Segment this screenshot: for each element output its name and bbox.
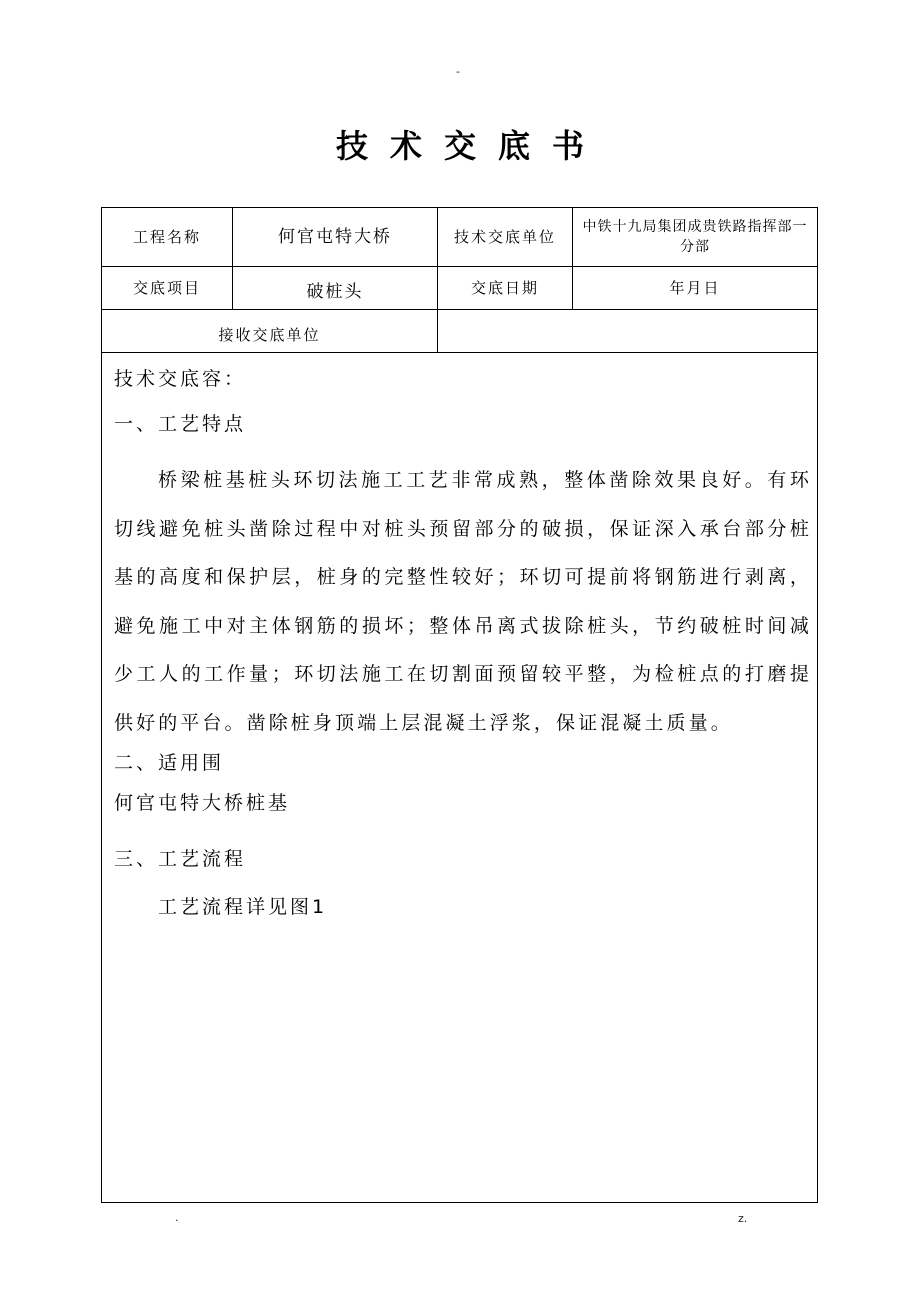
section-title: 二、适用围 (114, 752, 225, 774)
section-body: 工艺流程详见图1 (158, 896, 328, 918)
receiver-unit-label: 接收交底单位 (218, 326, 321, 344)
disclosure-date-label: 交底日期 (470, 279, 539, 297)
disclosure-item-label: 交底项目 (132, 279, 201, 297)
project-name-value: 何官屯特大桥 (278, 227, 392, 247)
document-title: 技术交底书 (335, 127, 606, 165)
footer-left-mark: . (175, 1211, 179, 1224)
section-title: 一、工艺特点 (114, 413, 247, 435)
receiver-unit-value (438, 310, 817, 352)
section-body: 何官屯特大桥桩基 (114, 792, 291, 814)
disclosure-unit-value: 中铁十九局集团成贵铁路指挥部一分部 (582, 219, 808, 255)
header-mark: - (456, 65, 460, 78)
content-heading: 技术交底容： (114, 368, 247, 390)
footer-right-mark: z. (738, 1212, 748, 1225)
section-title: 三、工艺流程 (114, 848, 247, 870)
section-paragraph: 桥梁桩基桩头环切法施工工艺非常成熟，整体凿除效果良好。有环切线避免桩头凿除过程中对桩头预留部分的破损，保证深入承台部分桩基的高度和保护层，桩身的完整性较好；环切可提前将钢筋进行剥离，避免施工中对主体钢筋的损坏；整体吊离式拔除桩头，节约破桩时间减少工人的工作量；环切法施工在切割面预留较平整，为检桩点的打磨提供好的平台。凿除桩身顶端上层混凝土浮浆，保证混凝土质量。 (114, 469, 812, 734)
disclosure-item-value: 破桩头 (306, 282, 364, 302)
disclosure-unit-label: 技术交底单位 (453, 228, 556, 246)
disclosure-date-value: 年月日 (669, 279, 721, 297)
project-name-label: 工程名称 (132, 228, 201, 246)
